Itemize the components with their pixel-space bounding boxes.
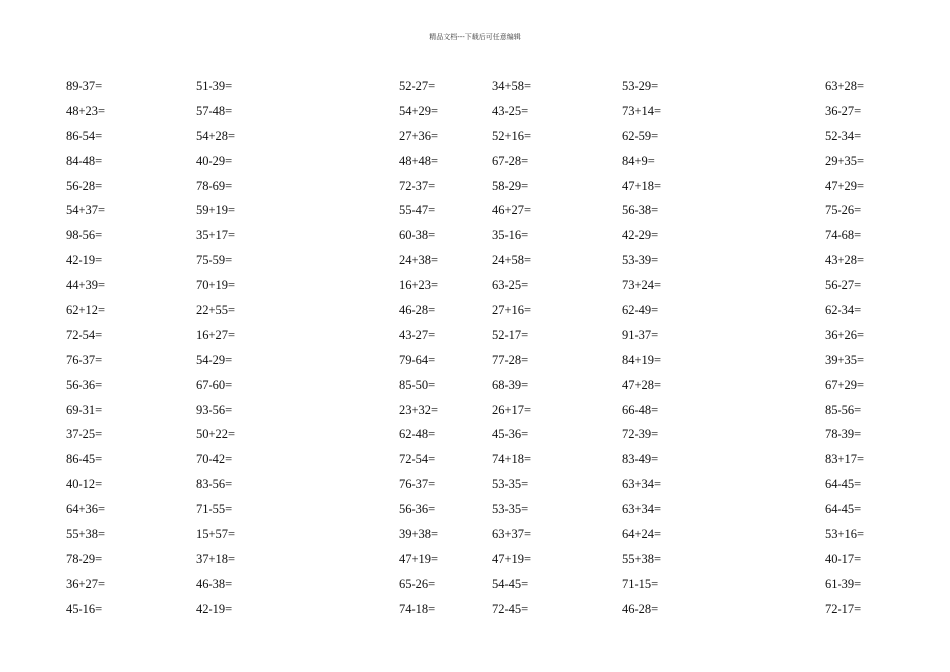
math-problem: 46-38= <box>196 576 233 591</box>
math-problem: 75-59= <box>196 253 233 268</box>
exercise-column-5 <box>622 76 742 624</box>
math-problem: 46-28= <box>399 303 436 318</box>
exercise-grid <box>0 76 950 636</box>
math-problem: 63-25= <box>492 278 529 293</box>
math-problem: 56-36= <box>399 502 436 517</box>
math-problem: 73+24= <box>622 278 662 293</box>
math-problem: 70-42= <box>196 452 233 467</box>
math-problem: 54+28= <box>196 128 236 143</box>
math-problem: 53-29= <box>622 79 659 93</box>
math-problem: 74-18= <box>399 601 436 616</box>
math-problem: 83-49= <box>622 452 659 467</box>
math-problem: 35+17= <box>196 228 236 243</box>
math-problem: 64-45= <box>825 502 862 517</box>
math-problem: 52-34= <box>825 128 862 143</box>
math-problem: 72-39= <box>622 427 659 442</box>
math-problem: 67-28= <box>492 153 529 168</box>
math-problem: 67+29= <box>825 377 865 392</box>
math-problem: 72-54= <box>399 452 436 467</box>
exercise-column-6 <box>825 76 945 624</box>
math-problem: 29+35= <box>825 153 865 168</box>
math-problem: 27+16= <box>492 303 532 318</box>
math-problem: 53+16= <box>825 527 865 542</box>
math-problem: 39+38= <box>399 527 439 542</box>
math-problem: 56-38= <box>622 203 659 218</box>
math-problem: 84-48= <box>66 153 103 168</box>
math-problem: 24+58= <box>492 253 532 268</box>
math-problem: 74-68= <box>825 228 862 243</box>
math-problem: 51-39= <box>196 79 233 93</box>
math-problem: 64+24= <box>622 527 662 542</box>
math-problem: 47+29= <box>825 178 865 193</box>
math-problem: 46+27= <box>492 203 532 218</box>
math-problem: 84+9= <box>622 153 655 168</box>
math-problem: 43+28= <box>825 253 865 268</box>
math-problem: 71-55= <box>196 502 233 517</box>
math-problem: 58-29= <box>492 178 529 193</box>
math-problem: 65-26= <box>399 576 436 591</box>
math-problem: 36-27= <box>825 103 862 118</box>
math-problem: 54+29= <box>399 103 439 118</box>
math-problem: 69-31= <box>66 402 103 417</box>
math-problem: 85-56= <box>825 402 862 417</box>
math-problem: 39+35= <box>825 352 865 367</box>
math-problem: 89-37= <box>66 79 103 93</box>
math-problem: 35-16= <box>492 228 529 243</box>
math-problem: 66-48= <box>622 402 659 417</box>
math-problem: 43-25= <box>492 103 529 118</box>
math-problem: 98-56= <box>66 228 103 243</box>
math-problem: 72-37= <box>399 178 436 193</box>
math-problem: 22+55= <box>196 303 236 318</box>
math-problem: 42-29= <box>622 228 659 243</box>
math-problem: 37-25= <box>66 427 103 442</box>
math-problem: 40-17= <box>825 551 862 566</box>
math-problem: 70+19= <box>196 278 236 293</box>
math-problem: 91-37= <box>622 327 659 342</box>
math-problem: 56-36= <box>66 377 103 392</box>
page-header: 精品文档---下载后可任意编辑 <box>429 33 521 41</box>
math-problem: 52+16= <box>492 128 532 143</box>
math-problem: 45-16= <box>66 601 103 616</box>
math-problem: 62-48= <box>399 427 436 442</box>
math-problem: 52-27= <box>399 79 436 93</box>
math-problem: 47+28= <box>622 377 662 392</box>
math-problem: 34+58= <box>492 79 532 93</box>
math-problem: 54+37= <box>66 203 106 218</box>
math-problem: 76-37= <box>399 477 436 492</box>
math-problem: 63+34= <box>622 477 662 492</box>
math-problem: 40-12= <box>66 477 103 492</box>
math-problem: 83-56= <box>196 477 233 492</box>
math-problem: 63+34= <box>622 502 662 517</box>
math-problem: 56-28= <box>66 178 103 193</box>
math-problem: 83+17= <box>825 452 865 467</box>
math-problem: 78-29= <box>66 551 103 566</box>
math-problem: 42-19= <box>196 601 233 616</box>
math-problem: 47+18= <box>622 178 662 193</box>
math-problem: 64+36= <box>66 502 106 517</box>
math-problem: 46-28= <box>622 601 659 616</box>
math-problem: 27+36= <box>399 128 439 143</box>
math-problem: 71-15= <box>622 576 659 591</box>
math-problem: 55+38= <box>622 551 662 566</box>
math-problem: 36+27= <box>66 576 106 591</box>
math-problem: 67-60= <box>196 377 233 392</box>
math-problem: 45-36= <box>492 427 529 442</box>
math-problem: 77-28= <box>492 352 529 367</box>
math-problem: 16+27= <box>196 327 236 342</box>
math-problem: 62-59= <box>622 128 659 143</box>
math-problem: 72-54= <box>66 327 103 342</box>
math-problem: 40-29= <box>196 153 233 168</box>
math-problem: 43-27= <box>399 327 436 342</box>
math-problem: 79-64= <box>399 352 436 367</box>
math-problem: 47+19= <box>399 551 439 566</box>
math-problem: 42-19= <box>66 253 103 268</box>
math-problem: 78-39= <box>825 427 862 442</box>
math-problem: 53-35= <box>492 502 529 517</box>
math-problem: 48+23= <box>66 103 106 118</box>
math-problem: 93-56= <box>196 402 233 417</box>
math-problem: 62-34= <box>825 303 862 318</box>
math-problem: 59+19= <box>196 203 236 218</box>
math-problem: 68-39= <box>492 377 529 392</box>
math-problem: 54-45= <box>492 576 529 591</box>
math-problem: 36+26= <box>825 327 865 342</box>
math-problem: 16+23= <box>399 278 439 293</box>
math-problem: 63+37= <box>492 527 532 542</box>
math-problem: 55+38= <box>66 527 106 542</box>
math-problem: 62+12= <box>66 303 106 318</box>
exercise-column-2 <box>196 76 316 624</box>
math-problem: 75-26= <box>825 203 862 218</box>
math-problem: 37+18= <box>196 551 236 566</box>
math-problem: 57-48= <box>196 103 233 118</box>
math-problem: 50+22= <box>196 427 236 442</box>
math-problem: 64-45= <box>825 477 862 492</box>
math-problem: 54-29= <box>196 352 233 367</box>
math-problem: 86-54= <box>66 128 103 143</box>
math-problem: 73+14= <box>622 103 662 118</box>
exercise-column-4 <box>492 76 612 624</box>
math-problem: 15+57= <box>196 527 236 542</box>
math-problem: 23+32= <box>399 402 439 417</box>
math-problem: 72-17= <box>825 601 862 616</box>
math-problem: 74+18= <box>492 452 532 467</box>
math-problem: 47+19= <box>492 551 532 566</box>
math-problem: 48+48= <box>399 153 439 168</box>
math-problem: 78-69= <box>196 178 233 193</box>
math-problem: 60-38= <box>399 228 436 243</box>
math-problem: 24+38= <box>399 253 439 268</box>
math-problem: 76-37= <box>66 352 103 367</box>
exercise-column-1 <box>66 76 186 624</box>
math-problem: 84+19= <box>622 352 662 367</box>
math-problem: 61-39= <box>825 576 862 591</box>
math-problem: 55-47= <box>399 203 436 218</box>
math-problem: 63+28= <box>825 79 865 93</box>
math-problem: 86-45= <box>66 452 103 467</box>
math-problem: 53-35= <box>492 477 529 492</box>
math-problem: 53-39= <box>622 253 659 268</box>
math-problem: 26+17= <box>492 402 532 417</box>
math-problem: 72-45= <box>492 601 529 616</box>
math-problem: 62-49= <box>622 303 659 318</box>
math-problem: 56-27= <box>825 278 862 293</box>
math-problem: 52-17= <box>492 327 529 342</box>
math-problem: 85-50= <box>399 377 436 392</box>
math-problem: 44+39= <box>66 278 106 293</box>
